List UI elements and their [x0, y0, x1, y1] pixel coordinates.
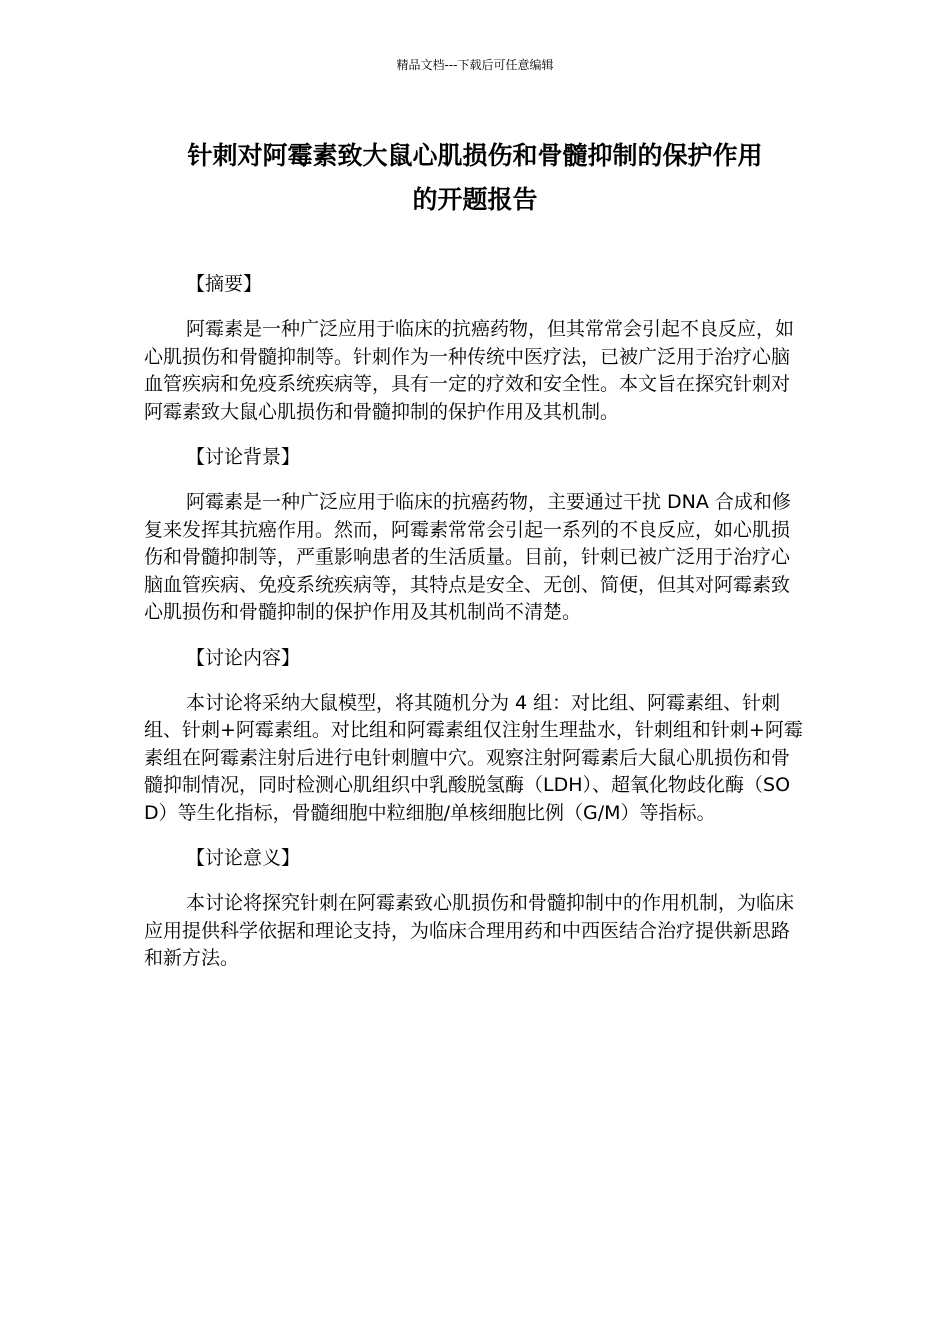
title-line-1: 针刺对阿霉素致大鼠心肌损伤和骨髓抑制的保护作用: [187, 141, 763, 170]
page-header-note: 精品文档---下载后可任意编辑: [396, 58, 554, 72]
section-body-abstract: 阿霉素是一种广泛应用于临床的抗癌药物，但其常常会引起不良反应，如心肌损伤和骨髓抑制等。针刺作为一种传统中医疗法，已被广泛用于治疗心脑血管疾病和免疫系统疾病等，具有一定的疗效和安全性。本文旨在探究针刺对阿霉素致大鼠心肌损伤和骨髓抑制的保护作用及其机制。: [144, 318, 795, 423]
section-heading-content: 【讨论内容】: [186, 646, 301, 669]
document-title: [120, 134, 830, 222]
section-heading-background: 【讨论背景】: [186, 446, 301, 468]
section-body-background: 阿霉素是一种广泛应用于临床的抗癌药物，主要通过干扰 DNA 合成和修复来发挥其抗癌作用。然而，阿霉素常常会引起一系列的不良反应，如心肌损伤和骨髓抑制等，严重影响患者的生活质量。目前，针刺已被广泛用于治疗心脑血管疾病、免疫系统疾病等，其特点是安全、无创、简便，但其对阿霉素致心肌损伤和骨髓抑制的保护作用及其机制尚不清楚。: [144, 491, 791, 623]
section-heading-abstract: 【摘要】: [186, 273, 263, 295]
title-line-2: 的开题报告: [412, 185, 538, 214]
section-body-significance: 本讨论将探究针刺在阿霉素致心肌损伤和骨髓抑制中的作用机制，为临床应用提供科学依据和理论支持，为临床合理用药和中西医结合治疗提供新思路和新方法。: [144, 892, 795, 969]
section-body-content: 本讨论将采纳大鼠模型，将其随机分为 4 组：对比组、阿霉素组、针刺组、针刺+阿霉素组。对比组和阿霉素组仅注射生理盐水，针刺组和针刺+阿霉素组在阿霉素注射后进行电针刺膻中穴。观察注射阿霉素后大鼠心肌损伤和骨髓抑制情况，同时检测心肌组织中乳酸脱氢酶（LDH）、超氧化物歧化酶（SOD）等生化指标，骨髓细胞中粒细胞/单核细胞比例（G/M）等指标。: [144, 691, 803, 824]
document-body: [144, 268, 808, 988]
section-heading-significance: 【讨论意义】: [186, 847, 301, 869]
